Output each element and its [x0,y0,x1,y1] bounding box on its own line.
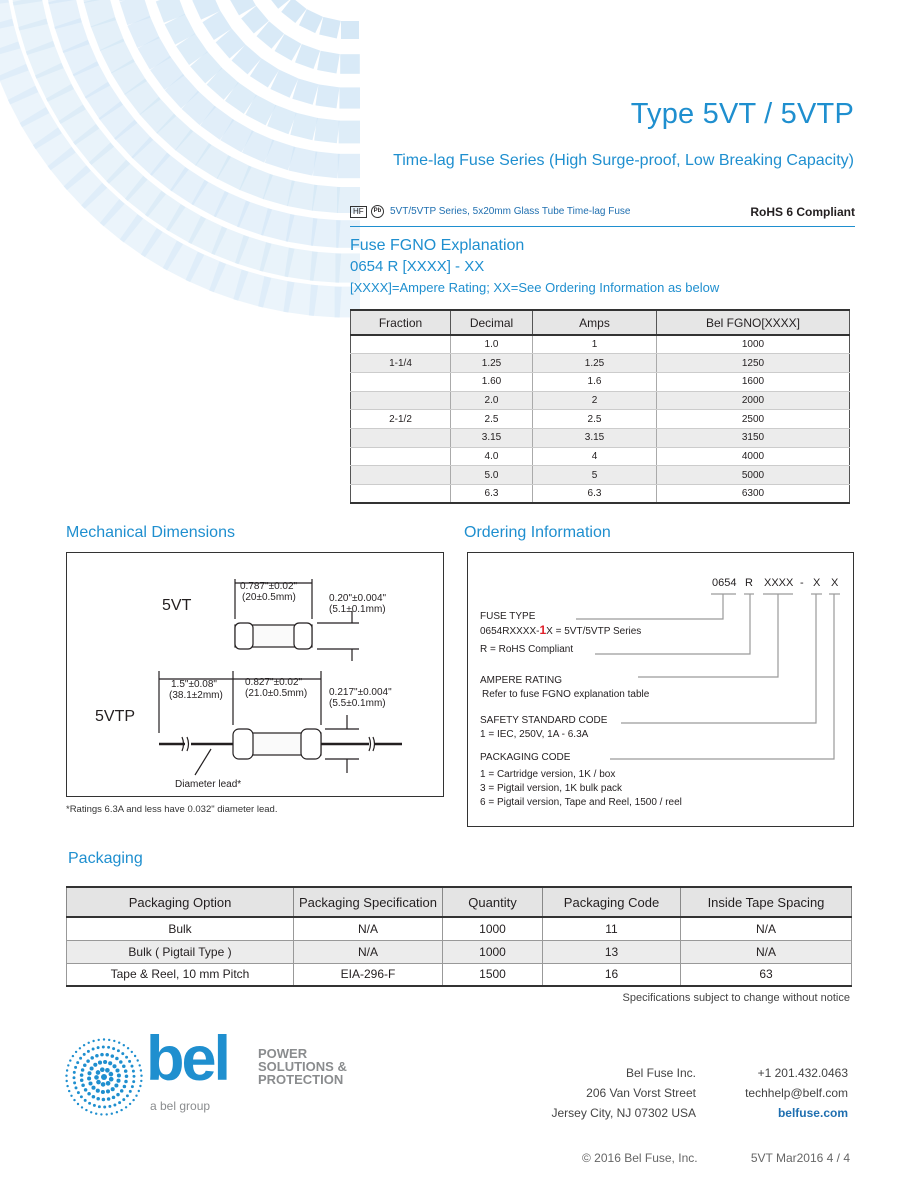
brand-wordmark: bel [146,1024,229,1094]
dim-5vtp-lead-mm: (38.1±2mm) [169,690,223,701]
logo-dot [87,1050,90,1053]
website-link[interactable]: belfuse.com [777,1106,848,1120]
logo-dot [107,1097,111,1101]
logo-dot [80,1079,84,1083]
logo-dot [139,1064,141,1066]
company-address: Bel Fuse Inc. 206 Van Vorst Street Jersey City, NJ 07302 USA [551,1066,696,1120]
logo-dot [129,1090,132,1093]
mechanical-drawing [66,552,444,797]
packaging-row [67,963,852,986]
logo-dot [96,1097,100,1101]
dim-5vtp-body: 0.827"±0.02" [245,677,303,688]
logo-dot [91,1086,95,1090]
logo-dot [66,1080,68,1082]
fgno-cell: 6.3 [533,485,657,504]
packaging-cell: Tape & Reel, 10 mm Pitch [67,963,294,986]
fgno-cell: 2.5 [533,410,657,429]
logo-dot [113,1040,115,1042]
logo-dot [107,1046,110,1049]
fgno-cell: 1-1/4 [351,354,451,373]
logo-dot [100,1113,102,1115]
fuse-type-line: 0654RXXXX-1X = 5VT/5VTP Series [480,623,642,637]
col-fgno: Bel FGNO[XXXX] [657,310,850,335]
col-packaging-spec: Packaging Specification [294,887,443,917]
decorative-square [339,87,360,108]
code-xxxx: XXXX [764,577,794,589]
logo-dot [101,1082,106,1087]
fgno-code: 0654 R [XXXX] - XX [350,258,485,275]
logo-dot [73,1071,76,1074]
rohs-label: RoHS 6 Compliant [750,205,855,219]
logo-dot [126,1094,129,1097]
logo-dot [105,1068,110,1073]
fgno-cell: 1600 [657,372,850,391]
lead-diameter-note: *Ratings 6.3A and less have 0.032" diameter lead. [66,804,278,815]
logo-dot [117,1049,120,1052]
logo-dot [112,1047,115,1050]
spec-change-note: Specifications subject to change without notice [622,992,850,1004]
logo-dot [115,1057,119,1061]
decorative-square [314,118,339,143]
col-decimal: Decimal [451,310,533,335]
logo-dot [116,1111,118,1113]
decorative-square [317,51,340,74]
col-amps: Amps [533,310,657,335]
logo-dot [102,1098,106,1102]
logo-dot [111,1087,115,1091]
ordering-heading: Ordering Information [464,524,611,541]
col-quantity: Quantity [443,887,543,917]
label-5vtp: 5VTP [95,708,136,725]
logo-dot [118,1042,120,1044]
fgno-cell [351,428,451,447]
logo-dot [106,1113,108,1115]
packaging-table [66,886,852,987]
ampere-title: AMPERE RATING [480,675,563,686]
logo-dot [124,1080,128,1084]
fgno-row [351,447,850,466]
packaging-row [67,917,852,940]
logo-dot [88,1081,92,1085]
logo-dot [93,1104,96,1107]
logo-dot [87,1071,91,1075]
fgno-cell: 1.6 [533,372,657,391]
fgno-cell: 5.0 [451,466,533,485]
logo-dot [137,1059,139,1061]
logo-dot [73,1076,76,1079]
logo-dot [124,1069,128,1073]
packaging-cell: 11 [543,917,681,940]
decorative-square [341,21,359,39]
fgno-cell: 1.0 [451,335,533,354]
page-subtitle: Time-lag Fuse Series (High Surge-proof, Low Breaking Capacity) [393,152,854,169]
dim-5vtp-diameter-mm: (5.5±0.1mm) [329,698,386,709]
packaging-cell: Bulk [67,917,294,940]
logo-dot [123,1085,127,1089]
packaging-code-line: 1 = Cartridge version, 1K / box [480,769,616,780]
fgno-cell: 1250 [657,354,850,373]
fgno-cell: 2 [533,391,657,410]
logo-dot [121,1052,124,1055]
logo-dot [101,1090,105,1094]
logo-dot [94,1075,99,1080]
logo-dot [75,1086,78,1089]
logo-dot [118,1101,121,1104]
fgno-cell: 5000 [657,466,850,485]
fgno-cell: 4000 [657,447,850,466]
fgno-cell: 1.25 [533,354,657,373]
fgno-row [351,466,850,485]
logo-dot [95,1113,97,1115]
rohs-line: R = RoHS Compliant [480,644,574,655]
fgno-cell: 4.0 [451,447,533,466]
logo-dot [123,1044,125,1046]
logo-dot [93,1063,97,1067]
logo-dot [73,1081,76,1084]
logo-dot [108,1105,111,1108]
logo-dot [77,1091,80,1094]
logo-dot [116,1079,120,1083]
logo-dot [98,1039,100,1041]
logo-dot [88,1042,90,1044]
logo-dot [103,1060,107,1064]
code-prefix: 0654 [712,577,737,589]
logo-dot [74,1066,77,1069]
packaging-cell: 1500 [443,963,543,986]
dim-5vt-diameter-mm: (5.1±0.1mm) [329,604,386,615]
packaging-cell: N/A [294,940,443,963]
logo-dot [75,1051,77,1053]
packaging-row [67,940,852,963]
fgno-cell [351,485,451,504]
packaging-cell: EIA-296-F [294,963,443,986]
logo-dot [96,1080,101,1085]
dim-5vtp-diameter: 0.217"±0.004" [329,687,392,698]
fgno-cell [351,466,451,485]
logo-dot [113,1104,116,1107]
logo-dot [139,1085,141,1087]
logo-dot [86,1059,90,1063]
logo-dot [109,1077,114,1082]
dim-5vt-diameter: 0.20"±0.004" [329,593,387,604]
logo-dot [122,1098,125,1101]
fgno-explanation: [XXXX]=Ampere Rating; XX=See Ordering Information as below [350,280,720,295]
code-x2: X [831,577,839,589]
logo-dot [132,1070,135,1073]
logo-dot [132,1099,134,1101]
logo-dot [112,1096,116,1100]
logo-dot [117,1073,121,1077]
fgno-row [351,428,850,447]
brand-group: a bel group [150,1099,211,1113]
fgno-cell: 1 [533,335,657,354]
description-bar [350,205,855,227]
fgno-cell: 3.15 [533,428,657,447]
fgno-row [351,354,850,373]
email-link[interactable]: techhelp@belf.com [745,1086,848,1100]
logo-dot [90,1111,92,1113]
logo-dot [85,1109,87,1111]
fgno-cell: 1.25 [451,354,533,373]
logo-dot [83,1053,86,1056]
logo-dot [67,1064,69,1066]
decorative-pattern [0,0,360,340]
dim-5vtp-body-mm: (21.0±0.5mm) [245,688,308,699]
logo-dot [90,1056,94,1060]
packaging-cell: N/A [294,917,443,940]
safety-title: SAFETY STANDARD CODE [480,715,608,726]
logo-dot [92,1095,96,1099]
logo-dot [119,1060,123,1064]
page-number: 5VT Mar2016 4 / 4 [750,1151,850,1165]
logo-dot [80,1073,84,1077]
logo-dot [81,1106,83,1108]
fgno-cell: 6.3 [451,485,533,504]
logo-dot [140,1069,142,1071]
col-packaging-code: Packaging Code [543,887,681,917]
safety-line: 1 = IEC, 250V, 1A - 6.3A [480,729,589,740]
logo-dot [84,1088,88,1092]
logo-dot [87,1076,91,1080]
fgno-cell [351,372,451,391]
col-fraction: Fraction [351,310,451,335]
logo-dot [111,1113,113,1115]
logo-dot [112,1064,116,1068]
packaging-header-row [67,887,852,917]
logo-dot [131,1065,134,1068]
decorative-square [313,151,340,178]
logo-dot [92,1040,94,1042]
diameter-lead-label: Diameter lead* [175,779,242,790]
packaging-code-line: 3 = Pigtail version, 1K bulk pack [480,783,623,794]
logo-dot [81,1068,85,1072]
logo-dot [106,1089,110,1093]
code-dash: - [800,577,804,589]
label-5vt: 5VT [162,597,192,614]
packaging-cell: 16 [543,963,681,986]
fgno-row [351,410,850,429]
logo-dot [120,1109,122,1111]
code-connector-lines [576,594,840,759]
logo-dot [114,1083,118,1087]
packaging-cell: N/A [681,940,852,963]
fgno-cell [351,335,451,354]
fgno-heading: Fuse FGNO Explanation [350,237,525,254]
fgno-cell: 3150 [657,428,850,447]
dim-5vtp-lead: 1.5"±0.08" [171,679,217,690]
logo-dot [106,1081,111,1086]
ordering-information [467,552,854,827]
fgno-table [350,309,850,504]
halogen-free-icon: HF [350,206,367,218]
fgno-row [351,485,850,504]
logo-dot [73,1099,75,1101]
logo-dot [134,1055,136,1057]
fgno-row [351,335,850,354]
logo-dot [77,1103,79,1105]
logo-dot [69,1059,71,1061]
logo-dot [100,1053,104,1057]
logo-dot [108,1061,112,1065]
packaging-code-title: PACKAGING CODE [480,752,571,763]
logo-dot [96,1089,100,1093]
logo-dot [98,1061,102,1065]
decorative-square [338,154,360,178]
packaging-cell: 13 [543,940,681,963]
phone-number: +1 201.432.0463 [757,1066,848,1080]
mechanical-heading: Mechanical Dimensions [66,524,235,541]
decorative-square [319,17,341,39]
logo-dot [109,1072,114,1077]
logo-dot [131,1085,134,1088]
logo-dot [125,1106,127,1108]
logo-dot [115,1068,119,1072]
logo-dot [92,1048,95,1051]
packaging-heading: Packaging [68,850,143,867]
decorative-square [340,54,360,74]
logo-dot [97,1046,100,1049]
logo-dot [70,1095,72,1097]
logo-dot [68,1090,70,1092]
logo-dot [132,1080,135,1083]
fgno-cell: 4 [533,447,657,466]
logo-dot [80,1095,83,1098]
fgno-row [351,372,850,391]
fgno-row [351,391,850,410]
logo-dot [140,1075,142,1077]
packaging-cell: Bulk ( Pigtail Type ) [67,940,294,963]
logo-dot [108,1039,110,1041]
bel-logo-icon [64,1037,144,1117]
logo-dot [65,1075,67,1077]
packaging-cell: N/A [681,917,852,940]
logo-dot [103,1038,105,1040]
logo-dot [72,1055,74,1057]
fgno-cell: 2-1/2 [351,410,451,429]
col-tape-spacing: Inside Tape Spacing [681,887,852,917]
logo-dot [116,1093,120,1097]
logo-dot [96,1070,101,1075]
fuse-type-title: FUSE TYPE [480,611,536,622]
logo-dot [83,1044,85,1046]
fgno-cell [351,391,451,410]
contact-info [745,1063,848,1123]
code-r: R [745,577,753,589]
lead-free-icon: Pb [371,205,384,218]
dim-5vt-length: 0.787"±0.02" [240,581,298,592]
fgno-cell: 2.0 [451,391,533,410]
logo-dot [125,1075,129,1079]
logo-dot [135,1095,137,1097]
logo-dot [140,1080,142,1082]
packaging-cell: 1000 [443,917,543,940]
logo-dot [79,1057,82,1060]
logo-dot [101,1074,107,1080]
logo-dot [95,1054,99,1058]
fgno-cell: 2000 [657,391,850,410]
fgno-cell: 6300 [657,485,850,504]
logo-dot [125,1056,128,1059]
packaging-cell: 1000 [443,940,543,963]
logo-dot [102,1046,105,1049]
logo-dot [66,1069,68,1071]
fgno-cell: 2500 [657,410,850,429]
logo-dot [131,1051,133,1053]
fgno-cell: 2.5 [451,410,533,429]
page-title: Type 5VT / 5VTP [630,98,854,130]
logo-dot [133,1075,136,1078]
logo-dot [103,1106,106,1109]
logo-dot [81,1084,85,1088]
fgno-cell: 5 [533,466,657,485]
logo-dot [127,1047,129,1049]
logo-dot [90,1066,94,1070]
logo-dot [129,1103,131,1105]
logo-dot [100,1067,105,1072]
fgno-cell: 3.15 [451,428,533,447]
code-x1: X [813,577,821,589]
logo-dot [98,1105,101,1108]
logo-dot [87,1092,91,1096]
dim-5vt-length-mm: (20±0.5mm) [242,592,296,603]
ampere-line: Refer to fuse FGNO explanation table [482,689,650,700]
brand-tagline: POWER SOLUTIONS & PROTECTION [258,1046,347,1087]
logo-dot [79,1047,81,1049]
packaging-code-line: 6 = Pigtail version, Tape and Reel, 1500 / reel [480,797,682,808]
logo-dot [128,1060,131,1063]
logo-dot [88,1102,91,1105]
logo-dot [84,1099,87,1102]
packaging-cell: 63 [681,963,852,986]
logo-dot [105,1053,109,1057]
decorative-square [339,121,360,144]
logo-dot [66,1085,68,1087]
fgno-cell [351,447,451,466]
fgno-cell: 1000 [657,335,850,354]
logo-dot [111,1054,115,1058]
copyright: © 2016 Bel Fuse, Inc. [582,1151,698,1165]
col-packaging-option: Packaging Option [67,887,294,917]
series-description: 5VT/5VTP Series, 5x20mm Glass Tube Time-lag Fuse [390,206,631,217]
logo-dot [76,1061,79,1064]
logo-dot [122,1065,126,1069]
logo-dot [83,1063,87,1067]
fgno-header-row [351,310,850,335]
decorative-square [315,84,339,108]
logo-dot [138,1090,140,1092]
fgno-cell: 1.60 [451,372,533,391]
logo-dot [120,1089,124,1093]
